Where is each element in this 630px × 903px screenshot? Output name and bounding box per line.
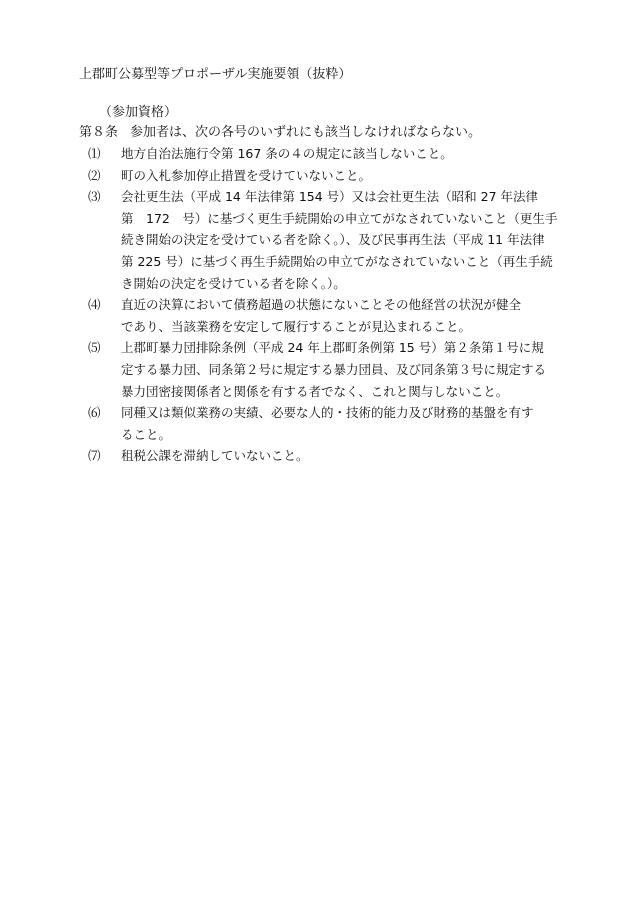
section-heading: （参加資格） <box>99 105 178 120</box>
item-text <box>121 294 558 337</box>
item-marker: ⑴ <box>88 146 101 161</box>
item-text <box>121 337 558 402</box>
item-text-line: 第 225 号）に基づく再生手続開始の申立てがなされていないこと（再生手続 <box>121 253 553 269</box>
item-text <box>121 402 558 445</box>
list-item <box>88 445 558 467</box>
item-marker: ⑶ <box>88 189 101 205</box>
item-text <box>121 445 558 467</box>
list-item <box>88 143 558 165</box>
list-item <box>88 294 558 337</box>
item-text-line: であり、当該業務を安定して履行することが見込まれること。 <box>121 318 472 334</box>
article-number: 第８条 <box>79 125 119 140</box>
item-text <box>121 165 558 187</box>
item-text <box>121 186 558 294</box>
item-list <box>88 143 558 467</box>
article-text: 参加者は、次の各号のいずれにも該当しなければならない。 <box>130 125 482 140</box>
item-text-line: 同種又は類似業務の実績、必要な人的・技術的能力及び財務的基盤を有す <box>121 405 534 421</box>
item-text-line: 第 172 号）に基づく更生手続開始の申立てがなされていないこと（更生手 <box>121 210 558 226</box>
list-item <box>88 337 558 402</box>
item-marker: ⑹ <box>88 405 101 421</box>
article-line <box>79 123 481 143</box>
item-marker: ⑸ <box>88 340 101 356</box>
item-text-line: 定する暴力団、同条第２号に規定する暴力団員、及び同条第３号に規定する <box>121 361 547 377</box>
item-text <box>121 143 558 165</box>
item-text-line: 租税公課を滞納していないこと。 <box>121 448 309 464</box>
item-text-line: 直近の決算において債務超過の状態にないことその他経営の状況が健全 <box>121 297 522 313</box>
document-title: 上郡町公募型等プロポーザル実施要領（抜粋） <box>79 67 352 82</box>
item-text-line: 町の入札参加停止措置を受けていないこと。 <box>121 167 372 183</box>
item-text-line: 暴力団密接関係者と関係を有する者でなく、これと関与しないこと。 <box>121 383 509 399</box>
item-text-line: ること。 <box>121 426 172 442</box>
list-item <box>88 186 558 294</box>
item-text-line: 会社更生法（平成 14 年法律第 154 号）又は会社更生法（昭和 27 年法律 <box>121 189 539 205</box>
list-item <box>88 165 558 187</box>
item-marker: ⑵ <box>88 167 101 183</box>
item-marker: ⑷ <box>88 297 101 313</box>
list-item <box>88 402 558 445</box>
item-text-line: 地方自治法施行令第 167 条の４の規定に該当しないこと。 <box>121 146 453 161</box>
item-marker: ⑺ <box>88 448 101 464</box>
item-text-line: 続き開始の決定を受けている者を除く。）、及び民事再生法（平成 11 年法律 <box>121 232 545 248</box>
item-text-line: き開始の決定を受けている者を除く。）。 <box>121 275 346 291</box>
item-text-line: 上郡町暴力団排除条例（平成 24 年上郡町条例第 15 号）第２条第１号に規 <box>121 340 544 356</box>
